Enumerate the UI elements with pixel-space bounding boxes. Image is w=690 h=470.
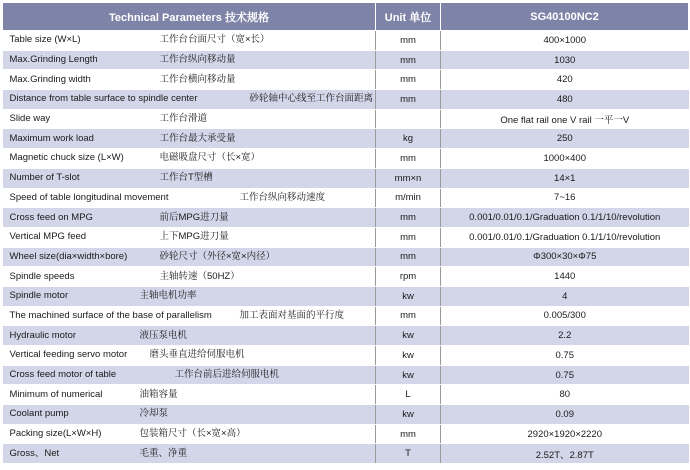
table-row <box>3 326 689 346</box>
parameter-name-en: Speed of table longitudinal movement <box>9 191 169 203</box>
unit-cell: mm <box>376 149 441 169</box>
value-cell: One flat rail one V rail 一平一V <box>441 109 689 129</box>
parameter-name-zh: 毛重、净重 <box>139 447 188 459</box>
table-row <box>3 208 689 228</box>
table-row <box>3 385 689 405</box>
unit-cell: mm <box>376 208 441 228</box>
parameter-name-en: Max.Grinding Length <box>9 54 98 66</box>
parameter-name-en: Packing size(L×W×H) <box>9 428 102 440</box>
parameter-name-zh: 冷却泵 <box>139 408 169 420</box>
table-row <box>3 50 689 70</box>
unit-cell: mm <box>376 306 441 326</box>
value-cell: 14×1 <box>441 168 689 188</box>
unit-cell: mm <box>376 31 441 51</box>
value-cell: 0.09 <box>441 405 689 425</box>
parameter-name-en: Number of T-slot <box>9 172 80 184</box>
parameter-name-en: Slide way <box>9 113 51 125</box>
unit-cell: kw <box>376 346 441 366</box>
parameter-cell <box>3 188 376 208</box>
value-cell: 7~16 <box>441 188 689 208</box>
value-cell: 1030 <box>441 50 689 70</box>
parameter-name-en: Spindle speeds <box>9 270 75 282</box>
value-cell: 420 <box>441 70 689 90</box>
unit-cell <box>376 109 441 129</box>
table-row <box>3 267 689 287</box>
value-cell: 400×1000 <box>441 31 689 51</box>
spec-sheet <box>0 2 690 470</box>
parameter-name-en: Maximum work load <box>9 132 94 144</box>
parameter-name-zh: 油箱容量 <box>139 388 178 400</box>
parameter-name-zh: 工作台纵向移动速度 <box>239 191 326 203</box>
parameter-cell <box>3 90 376 110</box>
value-cell: 4 <box>441 286 689 306</box>
parameter-name-en: Minimum of numerical <box>9 388 103 400</box>
unit-cell: mm×n <box>376 168 441 188</box>
table-row <box>3 365 689 385</box>
value-cell: 1440 <box>441 267 689 287</box>
table-row <box>3 109 689 129</box>
parameter-name-en: Distance from table surface to spindle center <box>9 93 198 105</box>
parameter-cell <box>3 149 376 169</box>
parameter-name-zh: 工作台前后进给伺服电机 <box>174 369 280 381</box>
unit-cell: kw <box>376 326 441 346</box>
parameter-name-en: Coolant pump <box>9 408 69 420</box>
parameter-cell <box>3 326 376 346</box>
parameter-name-en: The machined surface of the base of parallelism <box>9 309 212 321</box>
header-model: SG40100NC2 <box>441 3 689 31</box>
unit-cell: L <box>376 385 441 405</box>
parameter-name-en: Cross feed motor of table <box>9 369 117 381</box>
unit-cell: mm <box>376 90 441 110</box>
unit-cell: kg <box>376 129 441 149</box>
spec-table <box>2 2 689 464</box>
parameter-cell <box>3 227 376 247</box>
parameter-name-zh: 工作台纵向移动量 <box>159 54 236 66</box>
value-cell: 2920×1920×2220 <box>441 424 689 444</box>
parameter-name-en: Max.Grinding width <box>9 73 91 85</box>
unit-cell: T <box>376 444 441 464</box>
parameter-name-zh: 前后MPG进刀量 <box>159 211 229 223</box>
parameter-cell <box>3 405 376 425</box>
table-row <box>3 405 689 425</box>
table-row <box>3 90 689 110</box>
value-cell: 0.001/0.01/0.1/Graduation 0.1/1/10/revolution <box>441 208 689 228</box>
parameter-name-en: Vertical feeding servo motor <box>9 349 128 361</box>
parameter-cell <box>3 424 376 444</box>
value-cell: 0.001/0.01/0.1/Graduation 0.1/1/10/revolution <box>441 227 689 247</box>
parameter-cell <box>3 346 376 366</box>
parameter-cell <box>3 444 376 464</box>
parameter-cell <box>3 286 376 306</box>
value-cell: 0.75 <box>441 346 689 366</box>
table-row <box>3 306 689 326</box>
table-row <box>3 149 689 169</box>
unit-cell: mm <box>376 50 441 70</box>
value-cell: 480 <box>441 90 689 110</box>
value-cell: Φ300×30×Φ75 <box>441 247 689 267</box>
parameter-name-zh: 电磁吸盘尺寸（长×宽） <box>159 152 261 164</box>
table-row <box>3 227 689 247</box>
unit-cell: rpm <box>376 267 441 287</box>
unit-cell: mm <box>376 227 441 247</box>
table-row <box>3 346 689 366</box>
table-row <box>3 129 689 149</box>
parameter-name-en: Hydraulic motor <box>9 329 77 341</box>
unit-cell: mm <box>376 70 441 90</box>
parameter-name-en: Magnetic chuck size (L×W) <box>9 152 124 164</box>
value-cell: 250 <box>441 129 689 149</box>
parameter-cell <box>3 306 376 326</box>
value-cell: 80 <box>441 385 689 405</box>
parameter-name-zh: 工作台滑道 <box>159 113 208 125</box>
parameter-name-en: Gross、Net <box>9 447 60 459</box>
parameter-name-en: Vertical MPG feed <box>9 231 87 243</box>
value-cell: 1000×400 <box>441 149 689 169</box>
parameter-cell <box>3 168 376 188</box>
unit-cell: kw <box>376 405 441 425</box>
parameter-name-zh: 主轴转速（50HZ） <box>159 270 240 282</box>
parameter-name-zh: 主轴电机功率 <box>139 290 197 302</box>
unit-cell: mm <box>376 247 441 267</box>
parameter-name-zh: 磨头垂直进给伺服电机 <box>149 349 245 361</box>
unit-cell: kw <box>376 286 441 306</box>
table-row <box>3 188 689 208</box>
value-cell: 0.75 <box>441 365 689 385</box>
parameter-name-en: Table size (W×L) <box>9 34 81 46</box>
parameter-cell <box>3 365 376 385</box>
parameter-cell <box>3 247 376 267</box>
parameter-cell <box>3 50 376 70</box>
parameter-name-zh: 砂轮轴中心线至工作台面距离 <box>249 93 374 105</box>
header-row <box>3 3 689 31</box>
parameter-cell <box>3 70 376 90</box>
table-row <box>3 168 689 188</box>
table-row <box>3 444 689 464</box>
parameter-cell <box>3 109 376 129</box>
parameter-cell <box>3 31 376 51</box>
value-cell: 2.52T、2.87T <box>441 444 689 464</box>
parameter-cell <box>3 129 376 149</box>
parameter-name-en: Spindle motor <box>9 290 69 302</box>
parameter-name-en: Cross feed on MPG <box>9 211 93 223</box>
parameter-name-en: Wheel size(dia×width×bore) <box>9 250 128 262</box>
table-row <box>3 286 689 306</box>
parameter-name-zh: 包装箱尺寸（长×宽×高） <box>139 428 246 440</box>
parameter-cell <box>3 385 376 405</box>
unit-cell: mm <box>376 424 441 444</box>
parameter-cell <box>3 267 376 287</box>
table-row <box>3 424 689 444</box>
table-row <box>3 70 689 90</box>
header-parameters: Technical Parameters 技术规格 <box>3 3 376 31</box>
parameter-cell <box>3 208 376 228</box>
unit-cell: kw <box>376 365 441 385</box>
parameter-name-zh: 上下MPG进刀量 <box>159 231 229 243</box>
table-row <box>3 31 689 51</box>
parameter-name-zh: 工作台台面尺寸（宽×长） <box>159 34 270 46</box>
parameter-name-zh: 工作台T型槽 <box>159 172 213 184</box>
table-row <box>3 247 689 267</box>
value-cell: 0.005/300 <box>441 306 689 326</box>
unit-cell: m/min <box>376 188 441 208</box>
parameter-name-zh: 工作台最大承受量 <box>159 132 236 144</box>
value-cell: 2.2 <box>441 326 689 346</box>
parameter-name-zh: 工作台横向移动量 <box>159 73 236 85</box>
header-unit: Unit 单位 <box>376 3 441 31</box>
parameter-name-zh: 加工表面对基面的平行度 <box>239 309 345 321</box>
parameter-name-zh: 砂轮尺寸（外径×宽×内径） <box>159 250 276 262</box>
parameter-name-zh: 液压泵电机 <box>139 329 188 341</box>
